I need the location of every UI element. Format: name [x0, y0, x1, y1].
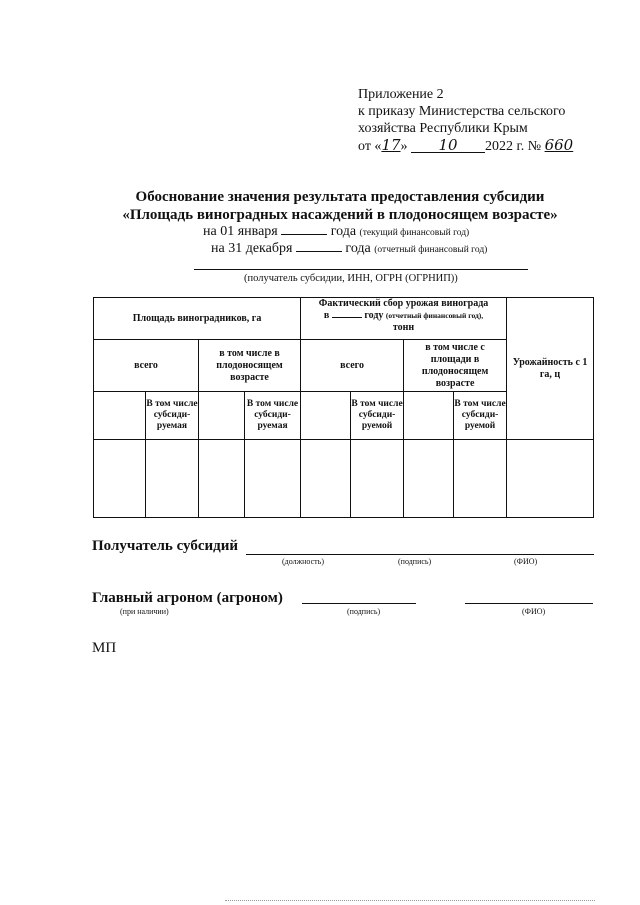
data-cell[interactable]	[245, 440, 301, 518]
appendix-header	[358, 86, 573, 155]
harvest-year-blank	[332, 317, 362, 318]
area-subsidized: В том числе субсиди-руемая	[146, 392, 199, 440]
empty-cell	[301, 392, 351, 440]
area-fruiting: в том числе в плодоносящем возрасте	[199, 340, 301, 392]
data-table	[93, 297, 594, 518]
scan-artifact-line	[225, 900, 595, 901]
appendix-from-mid: »	[400, 139, 412, 154]
harvest-header-line-2	[301, 310, 506, 322]
agronomist-name-caption: (ФИО)	[522, 607, 546, 616]
data-cell[interactable]	[146, 440, 199, 518]
date-jan-line	[203, 224, 469, 240]
harvest-subsidized: В том числе субсиди-руемой	[351, 392, 404, 440]
appendix-date-line	[358, 137, 573, 155]
appendix-from-prefix: от «	[358, 139, 382, 154]
data-cell[interactable]	[199, 440, 245, 518]
date-jan-prefix: на 01 января	[203, 224, 278, 239]
agronomist-signature-line[interactable]	[302, 603, 416, 604]
appendix-month: 10	[411, 138, 485, 153]
empty-cell	[199, 392, 245, 440]
date-dec-note: (отчетный финансовый год)	[374, 245, 488, 255]
name-caption: (ФИО)	[514, 557, 538, 566]
appendix-line-3: хозяйства Республики Крым	[358, 121, 528, 136]
recipient-caption: (получатель субсидии, ИНН, ОГРН (ОГРНИП))	[244, 273, 458, 284]
harvest-fruiting-subsidized: В том числе субсиди-руемой	[454, 392, 507, 440]
recipient-signature-label: Получатель субсидий	[92, 538, 239, 554]
position-caption: (должность)	[282, 557, 324, 566]
document-title	[60, 188, 620, 224]
agronomist-signature-label: Главный агроном (агроном)	[92, 590, 283, 606]
harvest-fruiting: в том числе с площади в плодоносящем возрасте	[404, 340, 507, 392]
data-cell[interactable]	[301, 440, 351, 518]
agronomist-name-line[interactable]	[465, 603, 593, 604]
appendix-line-2: к приказу Министерства сельского	[358, 104, 566, 119]
empty-cell	[94, 392, 146, 440]
area-header: Площадь виноградников, га	[94, 298, 301, 340]
data-cell[interactable]	[454, 440, 507, 518]
date-jan-suffix: года	[330, 224, 357, 239]
appendix-day: 17	[381, 136, 401, 154]
appendix-line-1: Приложение 2	[358, 87, 444, 102]
harvest-note: (отчетный финансовый год),	[385, 311, 484, 320]
date-dec-line	[211, 241, 487, 257]
title-line-1: Обоснование значения результата предоставления субсидии	[135, 189, 545, 205]
signature-caption: (подпись)	[398, 557, 432, 566]
stamp-place: МП	[92, 640, 117, 656]
data-cell[interactable]	[507, 440, 594, 518]
data-cell[interactable]	[94, 440, 146, 518]
harvest-header-line-1: Фактический сбор урожая винограда	[318, 298, 489, 309]
harvest-total: всего	[301, 340, 404, 392]
harvest-year: году	[364, 310, 384, 321]
area-fruiting-subsidized: В том числе субсиди-руемая	[245, 392, 301, 440]
if-any-caption: (при наличии)	[120, 607, 169, 616]
data-cell[interactable]	[404, 440, 454, 518]
date-dec-blank	[296, 251, 342, 252]
date-dec-suffix: года	[345, 241, 371, 256]
data-cell[interactable]	[351, 440, 404, 518]
area-total: всего	[94, 340, 199, 392]
yield-header: Урожайность с 1 га, ц	[507, 298, 594, 440]
date-jan-note: (текущий финансовый год)	[359, 228, 470, 238]
appendix-year-part: 2022 г. №	[485, 139, 542, 154]
empty-cell	[404, 392, 454, 440]
appendix-number: 660	[544, 136, 574, 154]
date-dec-prefix: на 31 декабря	[211, 241, 293, 256]
date-jan-blank	[281, 234, 327, 235]
agronomist-signature-caption: (подпись)	[347, 607, 381, 616]
recipient-signature-line[interactable]	[246, 554, 594, 555]
harvest-header-line-3: тонн	[392, 322, 415, 333]
harvest-v: в	[323, 310, 330, 321]
title-line-2: «Площадь виноградных насаждений в плодоносящем возрасте»	[122, 207, 558, 223]
harvest-header	[301, 298, 507, 340]
recipient-line	[194, 269, 528, 270]
